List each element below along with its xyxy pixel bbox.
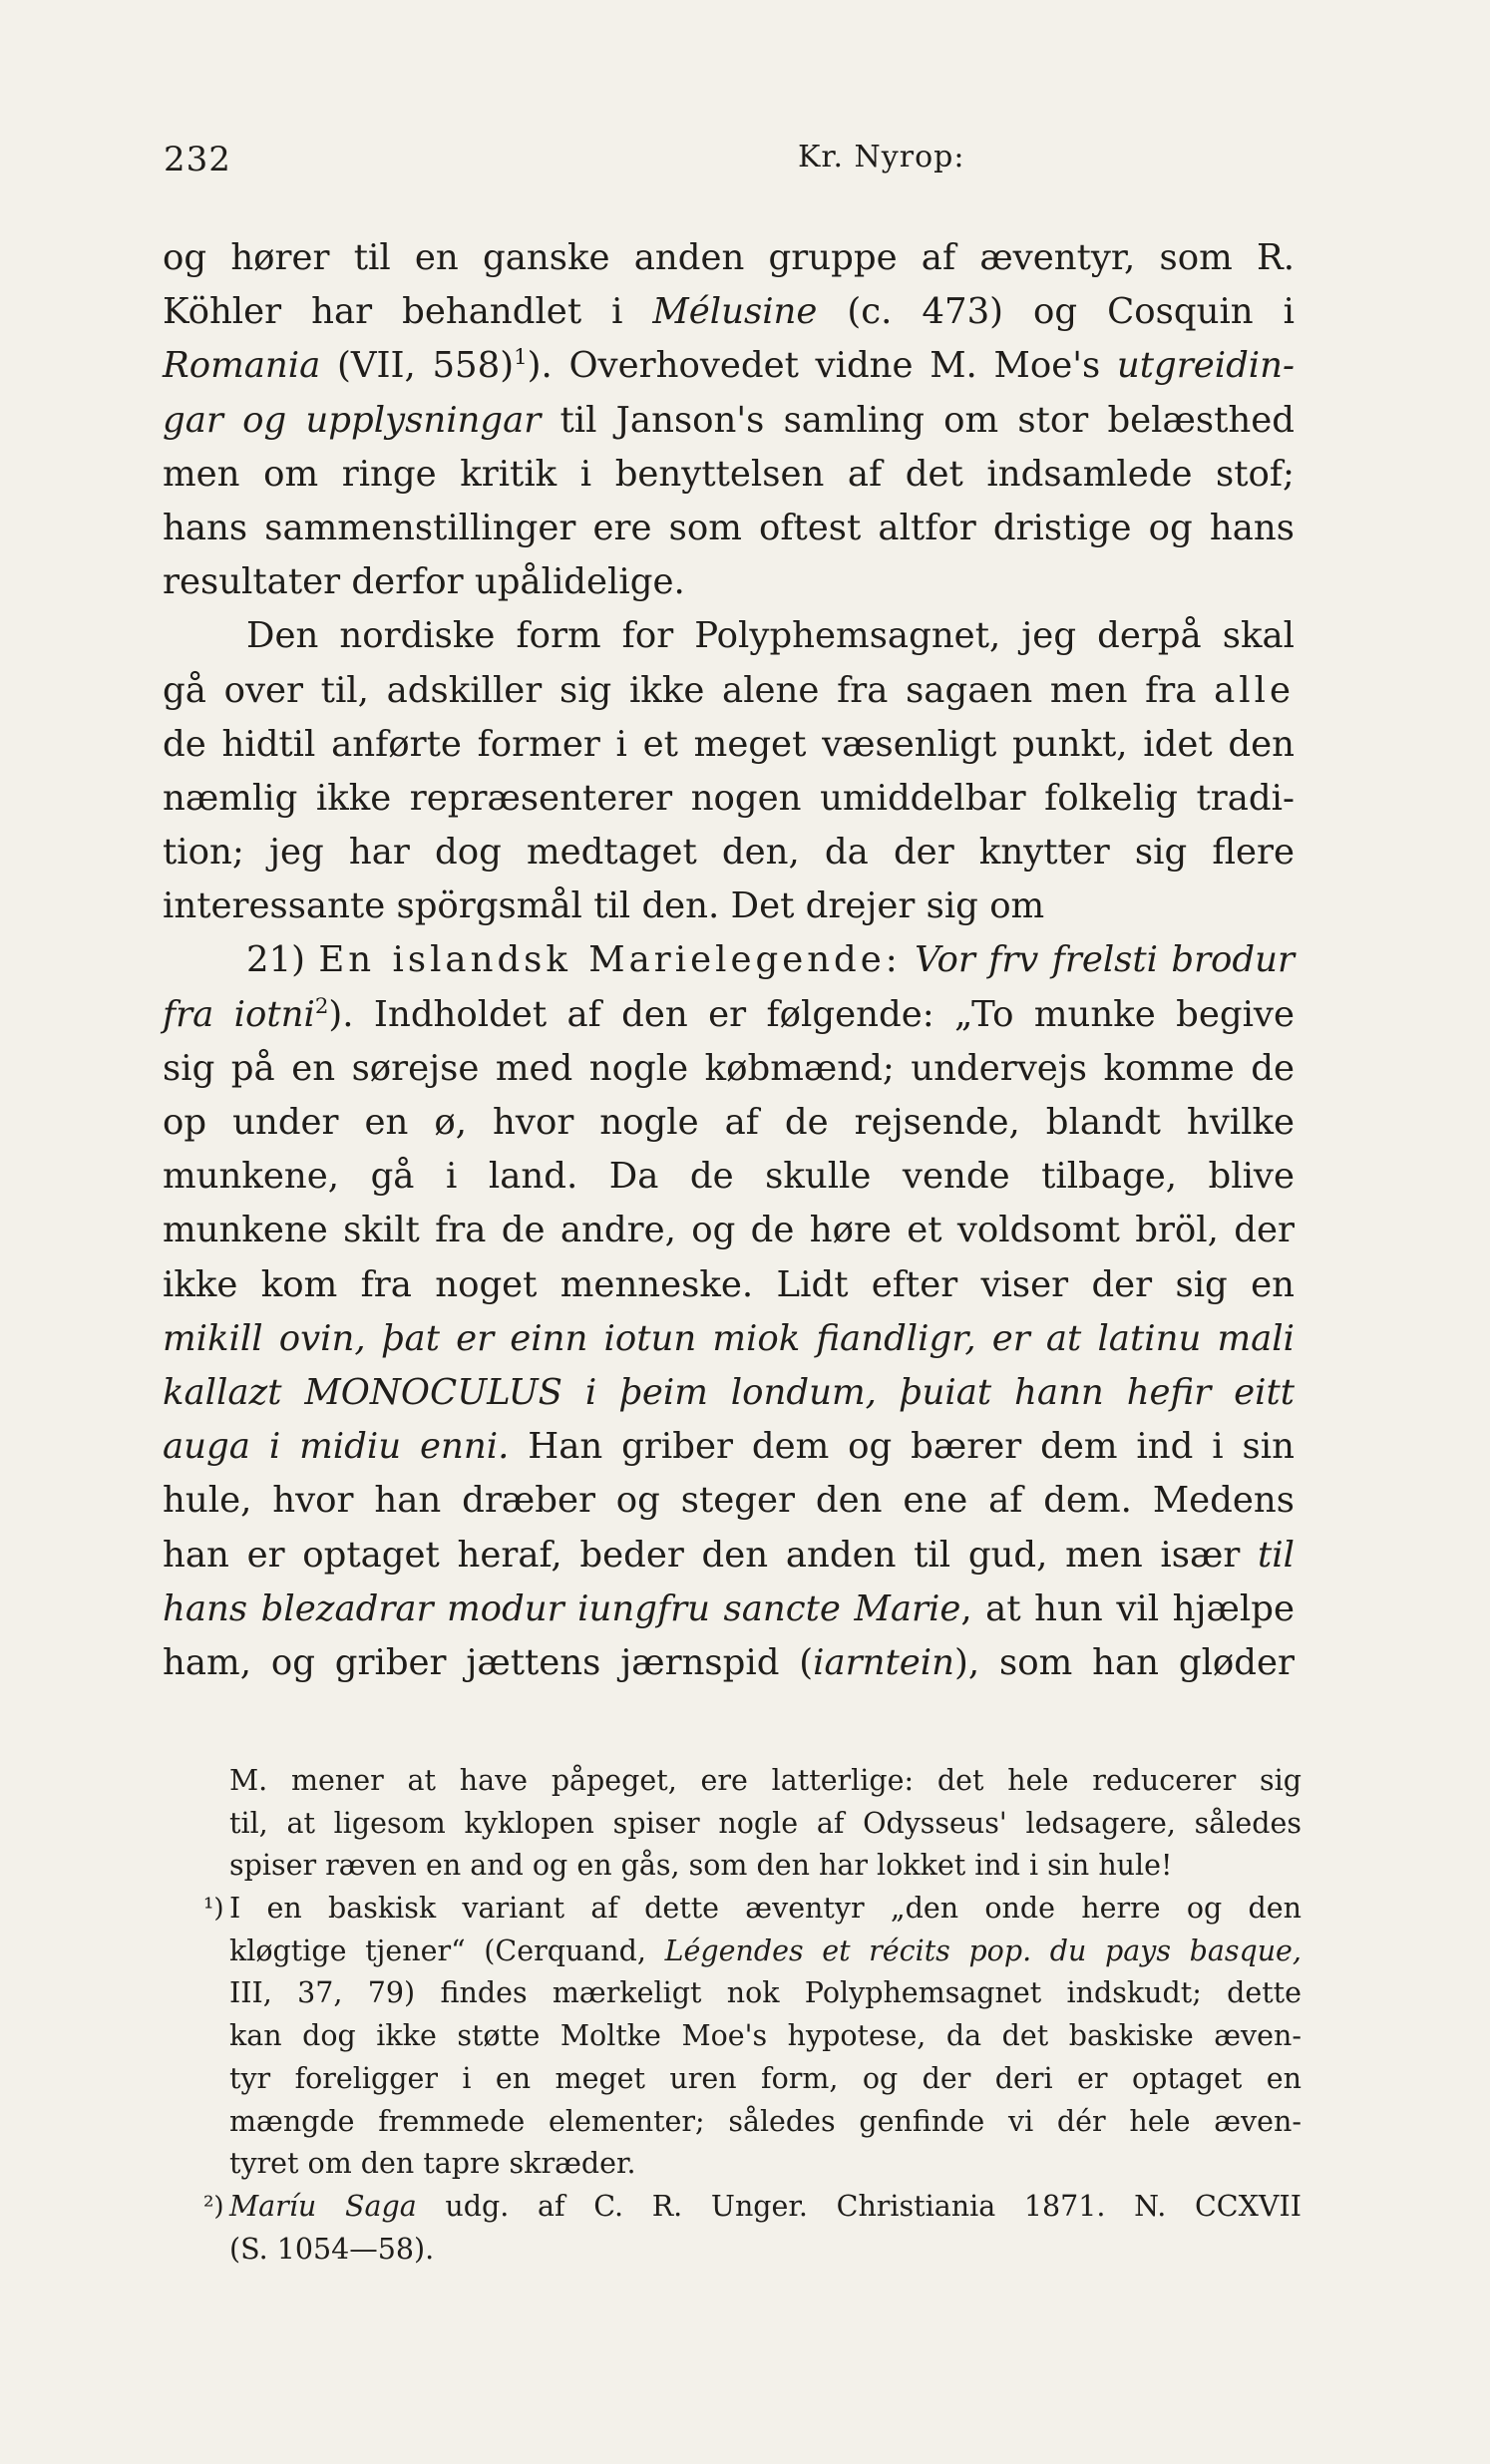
text-line: og hører til en ganske anden gruppe af æventyr, som R. — [163, 237, 1295, 278]
text-line: han er optaget heraf, beder den anden til gud, men især til — [163, 1534, 1295, 1576]
footnote-1: ¹) I en baskisk variant af dette æventyr „den onde herre og den — [229, 1888, 1302, 1931]
footnote-marker: ²) — [203, 2191, 224, 2222]
text-line: auga i midiu enni. Han griber dem og bærer dem ind i sin — [163, 1426, 1295, 1468]
text-line: Köhler har behandlet i Mélusine (c. 473) og Cosquin i — [163, 291, 1295, 333]
footnote-ref-1: 1 — [514, 345, 528, 371]
footnote-line: M. mener at have påpeget, ere latterlige: det hele reducerer sig — [229, 1764, 1302, 1797]
running-head: Kr. Nyrop: — [798, 140, 965, 175]
footnote-line: mængde fremmede elementer; således genfinde vi dér hele æven- — [229, 2104, 1302, 2138]
main-text — [163, 231, 1295, 1690]
text-line: fra iotni$^2$). Indholdet af den er følgende: „To munke begive — [163, 993, 1295, 1035]
text-line: op under en ø, hvor nogle af de rejsende, blandt hvilke — [163, 1102, 1295, 1143]
spaced-emphasis: En islandsk Marielegende: — [318, 939, 902, 981]
text-line: men om ringe kritik i benyttelsen af det indsamlede stof; — [163, 453, 1295, 495]
spaced-emphasis: alle — [1214, 669, 1295, 711]
text-line: Romania (VII, 558)$^1$). Overhovedet vidne M. Moe's utgreidin- — [163, 345, 1296, 387]
text-line: Den nordiske form for Polyphemsagnet, jeg derpå skal — [246, 615, 1295, 657]
text-line: ham, og griber jættens jærnspid (iarntein), som han gløder — [163, 1641, 1295, 1683]
text-line: kallazt MONOCULUS i þeim londum, þuiat hann hefir eitt — [163, 1371, 1295, 1413]
text-line: 21) En islandsk Marielegende: Vor frv frelsti brodur — [246, 939, 1295, 981]
text-line: tion; jeg har dog medtaget den, da der knytter sig flere — [163, 832, 1295, 874]
footnote-marker: ¹) — [203, 1894, 224, 1925]
text-line: resultater derfor upålidelige. — [163, 561, 685, 603]
footnotes — [203, 1760, 1302, 2271]
text-line: ikke kom fra noget menneske. Lidt efter viser der sig en — [163, 1263, 1295, 1305]
text-line: hans blezadrar modur iungfru sancte Marie, at hun vil hjælpe — [163, 1587, 1295, 1629]
footnote-line: kløgtige tjener“ (Cerquand, Légendes et récits pop. du pays basque, — [229, 1934, 1302, 1967]
footnote-line: kan dog ikke støtte Moltke Moe's hypotese, da det baskiske æven- — [229, 2019, 1302, 2053]
footnote-ref-2: 2 — [314, 993, 329, 1019]
text-line: hans sammenstillinger ere som oftest altfor dristige og hans — [163, 507, 1295, 548]
text-line: sig på en sørejse med nogle købmænd; undervejs komme de — [163, 1047, 1295, 1089]
text-line: interessante spörgsmål til den. Det drejer sig om — [163, 885, 1045, 927]
text-line: munkene skilt fra de andre, og de høre et voldsomt bröl, der — [163, 1210, 1295, 1251]
footnote-2: ²) Maríu Saga udg. af C. R. Unger. Christiania 1871. N. CCXVII — [229, 2186, 1302, 2229]
footnote-line: III, 37, 79) findes mærkeligt nok Polyphemsagnet indskudt; dette — [229, 1976, 1302, 2010]
footnote-line: til, at ligesom kyklopen spiser nogle af Odysseus' ledsagere, således — [229, 1806, 1302, 1840]
text-line: gar og upplysningar til Janson's samling om stor belæsthed — [163, 399, 1295, 441]
text-line: de hidtil anførte former i et meget væsenligt punkt, idet den — [163, 723, 1295, 765]
text-line: hule, hvor han dræber og steger den ene af dem. Medens — [163, 1480, 1295, 1522]
footnote-line: tyr foreligger i en meget uren form, og der deri er optaget en — [229, 2061, 1302, 2095]
page-header — [160, 140, 1316, 189]
text-line: gå over til, adskiller sig ikke alene fra sagaen men fra alle — [163, 669, 1295, 711]
footnote-line: (S. 1054—58). — [229, 2232, 435, 2266]
text-line: mikill ovin, þat er einn iotun miok fiandligr, er at latinu mali — [163, 1317, 1295, 1359]
text-line: munkene, gå i land. Da de skulle vende tilbage, blive — [163, 1156, 1295, 1198]
text-line: næmlig ikke repræsenterer nogen umiddelbar folkelig tradi- — [163, 777, 1295, 819]
page-number: 232 — [164, 140, 231, 179]
footnote-line: tyret om den tapre skræder. — [229, 2147, 636, 2181]
footnote-line: spiser ræven en and og en gås, som den har lokket ind i sin hule! — [229, 1849, 1173, 1883]
